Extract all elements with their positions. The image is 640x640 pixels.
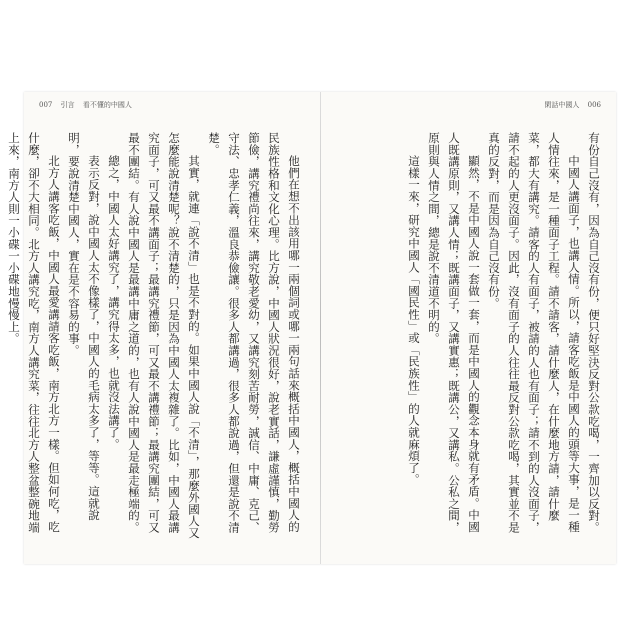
right-page-body	[336, 132, 604, 542]
left-paragraph: 表示反對，說中國人太不像樣了，中國人的毛病太多了，等等。這就說明，要說清楚中國人，實在是不容易的事。	[67, 132, 101, 521]
left-running-header	[36, 100, 135, 110]
right-paragraph: 這樣一來，研究中國人「國民性」或「民族性」的人就麻煩了。	[407, 155, 421, 486]
left-paragraph: 其實，就連「說不清」也是不對的。如果中國人說「不清」，那麼外國人又怎麼能說清楚呢？說不清楚的，只是因為中國人太複雜了。比如，中國人最講究面子，可又最不講面子；最講究禮節，可又最不講禮節；最講究團結，可又最不團結。有人說中國人是最講中庸之道的，也有人說中國人是最走極端的。	[127, 132, 201, 539]
left-paragraph: 總之，中國人太好講究了，講究得太多，也就沒法講了。	[107, 155, 121, 450]
left-running-head: 引言	[60, 101, 75, 109]
left-paragraph: 他們在想不出該用哪一兩個詞或哪一兩句話來概括中國人，概括中國人的民族性格和文化心理。比方說，中國人狀況很好，說老實話，謙虛謹慎，勤勞節儉，講究禮尚往來，講究敬老愛幼，又講究刻苦耐勞，誠信、中庸、克己、守法、忠孝仁義，溫良恭儉讓。很多人都講過，很多人都說過，但還是說不清楚。	[207, 132, 301, 534]
right-paragraph: 有份自己沒有，因為自己沒有份，便只好堅決反對公款吃喝，一齊加以反對。	[587, 132, 601, 534]
right-page-number: 006	[587, 101, 601, 109]
right-running-header	[541, 100, 604, 110]
left-page-number: 007	[39, 101, 53, 109]
page-gutter	[320, 92, 321, 564]
right-paragraph: 顯然，不是中國人說一套做一套，而是中國人的觀念本身就有矛盾。中國人既講原則，又講人情；既講面子，又講實惠；既講公，又講私。公私之間，原則與人情之間，總是說不清道不明的。	[427, 132, 481, 534]
left-book-title: 看不懂的中國人	[82, 101, 132, 109]
book-spread	[7, 92, 616, 564]
right-paragraph: 中國人講面子，也講人情。所以，請客吃飯是中國人的頭等大事，是一種人情往來，是一種面子工程。請不請客，請什麼人，在什麼地方請，請什麼菜，都大有講究。請客的人有面子，被請的人也有面子；請不到的人沒面子，請不起的人更沒面子。因此，沒有面子的人往往最反對公款吃喝，其實並不是真的反對，而是因為自己沒有份。	[487, 132, 581, 534]
right-running-head: 閑話中國人	[544, 101, 580, 109]
left-page-body	[7, 132, 304, 542]
left-paragraph: 北方人講客吃飯，中國人最愛講請客吃飯，南方北方一樣。但如何吃，吃什麼，卻不大相同。北方人講究吃，南方人講究菜，往往北方人整盆整碗地端上來，南方人則一小碟一小碟地慢慢上。	[7, 132, 61, 534]
